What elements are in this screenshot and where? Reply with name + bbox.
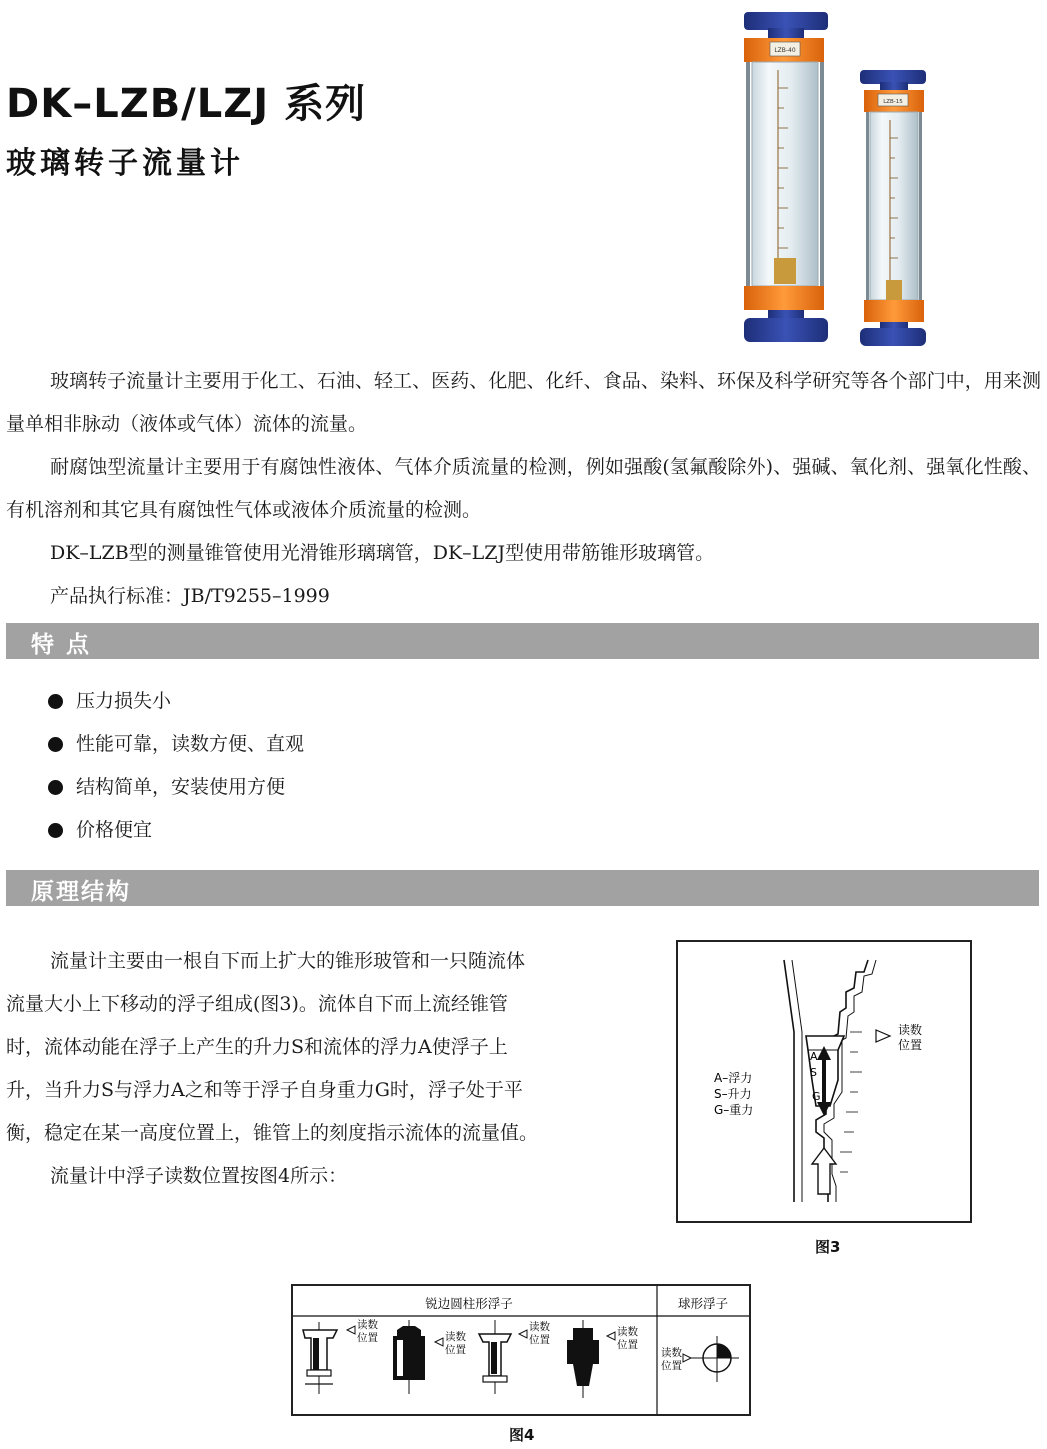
svg-text:读数: 读数 (617, 1326, 638, 1338)
product-photo (730, 8, 940, 348)
feature-item: 价格便宜 (48, 809, 304, 852)
float-letter-s: S (810, 1066, 817, 1079)
page-subtitle: 玻璃转子流量计 (6, 146, 244, 181)
svg-text:读数: 读数 (661, 1347, 682, 1359)
legend-g: G–重力 (714, 1103, 754, 1117)
bullet-icon (48, 823, 63, 838)
large-label: LZB-40 (774, 47, 796, 54)
page-title: DK–LZB/LZJ 系列 (6, 81, 367, 127)
figure3-reading-label-1: 读数 (898, 1023, 923, 1037)
svg-text:位置: 位置 (445, 1344, 466, 1356)
large-flowmeter (744, 12, 828, 342)
float-letter-g: G (812, 1090, 821, 1103)
intro-section (6, 360, 1041, 618)
intro-paragraph-1: 玻璃转子流量计主要用于化工、石油、轻工、医药、化肥、化纤、食品、染料、环保及科学研究等各个部门中，用来测量单相非脉动（液体或气体）流体的流量。 (6, 370, 1041, 435)
figure-3-diagram (678, 942, 970, 1221)
figure4-header-right: 球形浮子 (677, 1296, 729, 1311)
float-shape-2 (393, 1320, 466, 1394)
principle-heading: 原理结构 (31, 879, 131, 905)
small-flowmeter (860, 70, 926, 346)
feature-item: 压力损失小 (48, 680, 304, 723)
bullet-icon (48, 737, 63, 752)
features-list (48, 680, 304, 852)
figure-4 (291, 1284, 751, 1416)
figure4-header-left: 锐边圆柱形浮子 (425, 1296, 513, 1311)
figure-4-caption: 图4 (509, 1426, 535, 1444)
figure3-reading-label-2: 位置 (898, 1038, 923, 1052)
features-heading: 特 点 (31, 632, 92, 658)
svg-text:读数: 读数 (445, 1331, 466, 1343)
legend-a: A–浮力 (714, 1071, 753, 1085)
svg-text:位置: 位置 (617, 1339, 638, 1351)
float-shape-3 (479, 1320, 550, 1394)
features-heading-band (6, 623, 1039, 659)
svg-text:位置: 位置 (661, 1360, 682, 1372)
principle-section (6, 940, 541, 1198)
float-shape-1 (303, 1318, 378, 1394)
intro-paragraph-3: DK–LZB型的测量锥管使用光滑锥形璃璃管，DK–LZJ型使用带筋锥形玻璃管。 (50, 542, 715, 564)
feature-item: 结构简单，安装使用方便 (48, 766, 304, 809)
principle-heading-band (6, 870, 1039, 906)
figure-3 (676, 940, 972, 1223)
bullet-icon (48, 694, 63, 709)
float-letter-a: A (810, 1050, 818, 1063)
legend-s: S–升力 (714, 1087, 752, 1101)
svg-text:位置: 位置 (529, 1334, 550, 1346)
feature-item: 性能可靠，读数方便、直观 (48, 723, 304, 766)
figure-3-caption: 图3 (815, 1238, 841, 1256)
intro-paragraph-2: 耐腐蚀型流量计主要用于有腐蚀性液体、气体介质流量的检测，例如强酸(氢氟酸除外)、强碱、氧化剂、强氧化性酸、有机溶剂和其它具有腐蚀性气体或液体介质流量的检测。 (6, 456, 1041, 521)
svg-text:读数: 读数 (529, 1321, 550, 1333)
ball-float-shape (661, 1336, 739, 1382)
bullet-icon (48, 780, 63, 795)
principle-paragraph-1: 流量计主要由一根自下而上扩大的锥形玻管和一只随流体流量大小上下移动的浮子组成(图3)。流体自下而上流经锥管时，流体动能在浮子上产生的升力S和流体的浮力A使浮子上升，当升力S与浮力A之和等于浮子自身重力G时，浮子处于平衡，稳定在某一高度位置上，锥管上的刻度指示流体的流量值。 (6, 950, 539, 1144)
float-shape-4 (567, 1320, 638, 1398)
small-label: LZB-15 (883, 99, 903, 105)
svg-text:读数: 读数 (357, 1319, 378, 1331)
svg-text:位置: 位置 (357, 1332, 378, 1344)
figure-4-diagram (293, 1286, 749, 1414)
principle-paragraph-2: 流量计中浮子读数位置按图4所示： (50, 1165, 348, 1187)
intro-paragraph-4: 产品执行标准：JB/T9255–1999 (50, 585, 330, 607)
